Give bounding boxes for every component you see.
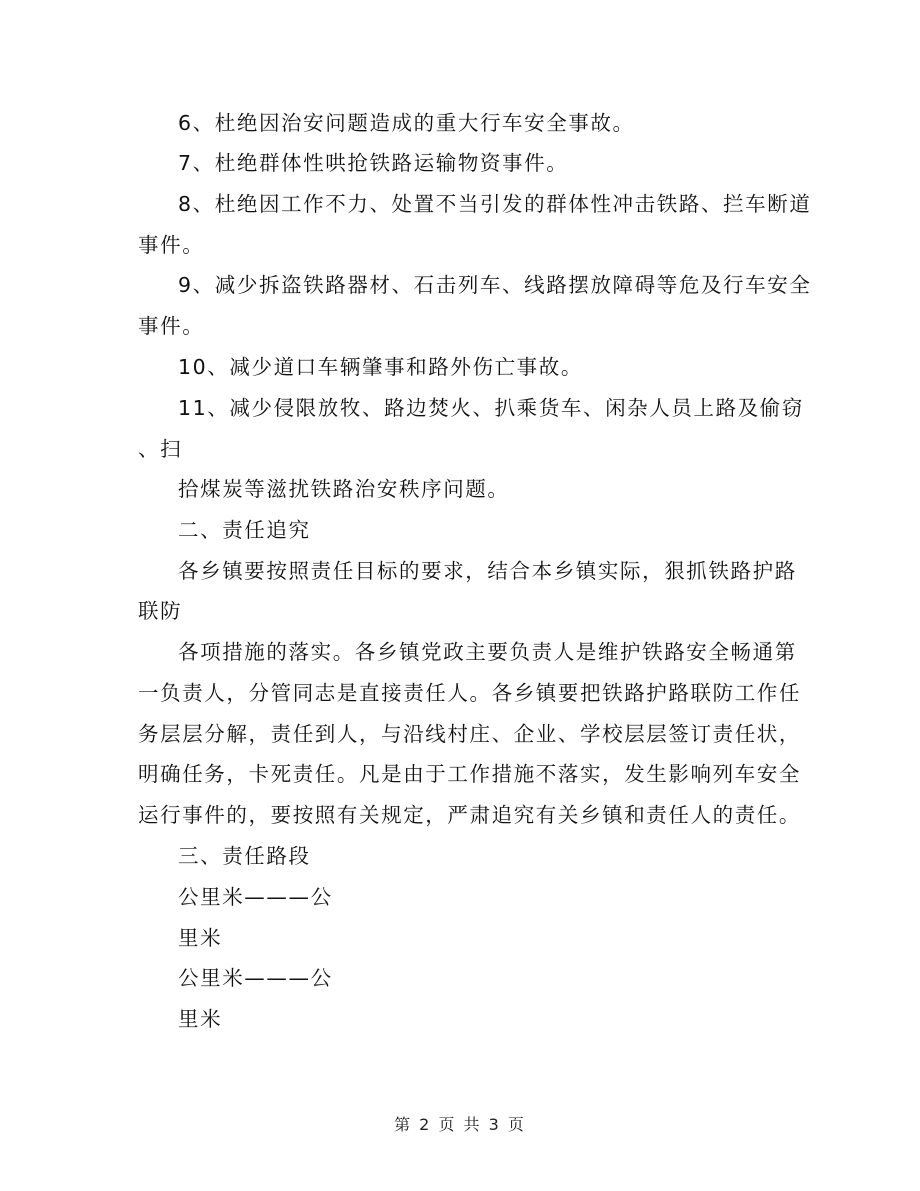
text-line: 事件。	[138, 314, 205, 338]
text-line: 事件。	[138, 233, 205, 257]
text-line: 拾煤炭等滋扰铁路治安秩序问题。	[178, 477, 510, 501]
text-line: 10、减少道口车辆肇事和路外伤亡事故。	[178, 355, 583, 379]
section-heading: 三、责任路段	[178, 844, 311, 868]
text-line: 一负责人，分管同志是直接责任人。各乡镇要把铁路护路联防工作任	[138, 681, 801, 705]
text-line: 运行事件的，要按照有关规定，严肃追究有关乡镇和责任人的责任。	[138, 803, 801, 827]
text-line: 明确任务，卡死责任。凡是由于工作措施不落实，发生影响列车安全	[138, 762, 801, 786]
text-line: 各项措施的落实。各乡镇党政主要负责人是维护铁路安全畅通第	[178, 640, 797, 664]
section-heading: 二、责任追究	[178, 518, 311, 542]
text-line: 里米	[178, 1007, 223, 1031]
text-line: 务层层分解，责任到人，与沿线村庄、企业、学校层层签订责任状，	[138, 722, 801, 746]
text-line: 公里米———公	[178, 885, 333, 909]
text-line: 9、减少拆盗铁路器材、石击列车、线路摆放障碍等危及行车安全	[178, 273, 812, 297]
text-line: 8、杜绝因工作不力、处置不当引发的群体性冲击铁路、拦车断道	[178, 192, 812, 216]
text-line: 里米	[178, 926, 223, 950]
text-line: 公里米———公	[178, 966, 333, 990]
text-line: 7、杜绝群体性哄抢铁路运输物资事件。	[178, 151, 569, 175]
text-line: 、扫	[138, 437, 183, 461]
text-line: 11、减少侵限放牧、路边焚火、扒乘货车、闲杂人员上路及偷窃	[178, 396, 804, 420]
page-number-footer: 第 2 页 共 3 页	[394, 1115, 526, 1134]
text-line: 联防	[138, 599, 183, 623]
text-line: 6、杜绝因治安问题造成的重大行车安全事故。	[178, 111, 635, 135]
text-line: 各乡镇要按照责任目标的要求，结合本乡镇实际，狠抓铁路护路	[178, 559, 797, 583]
